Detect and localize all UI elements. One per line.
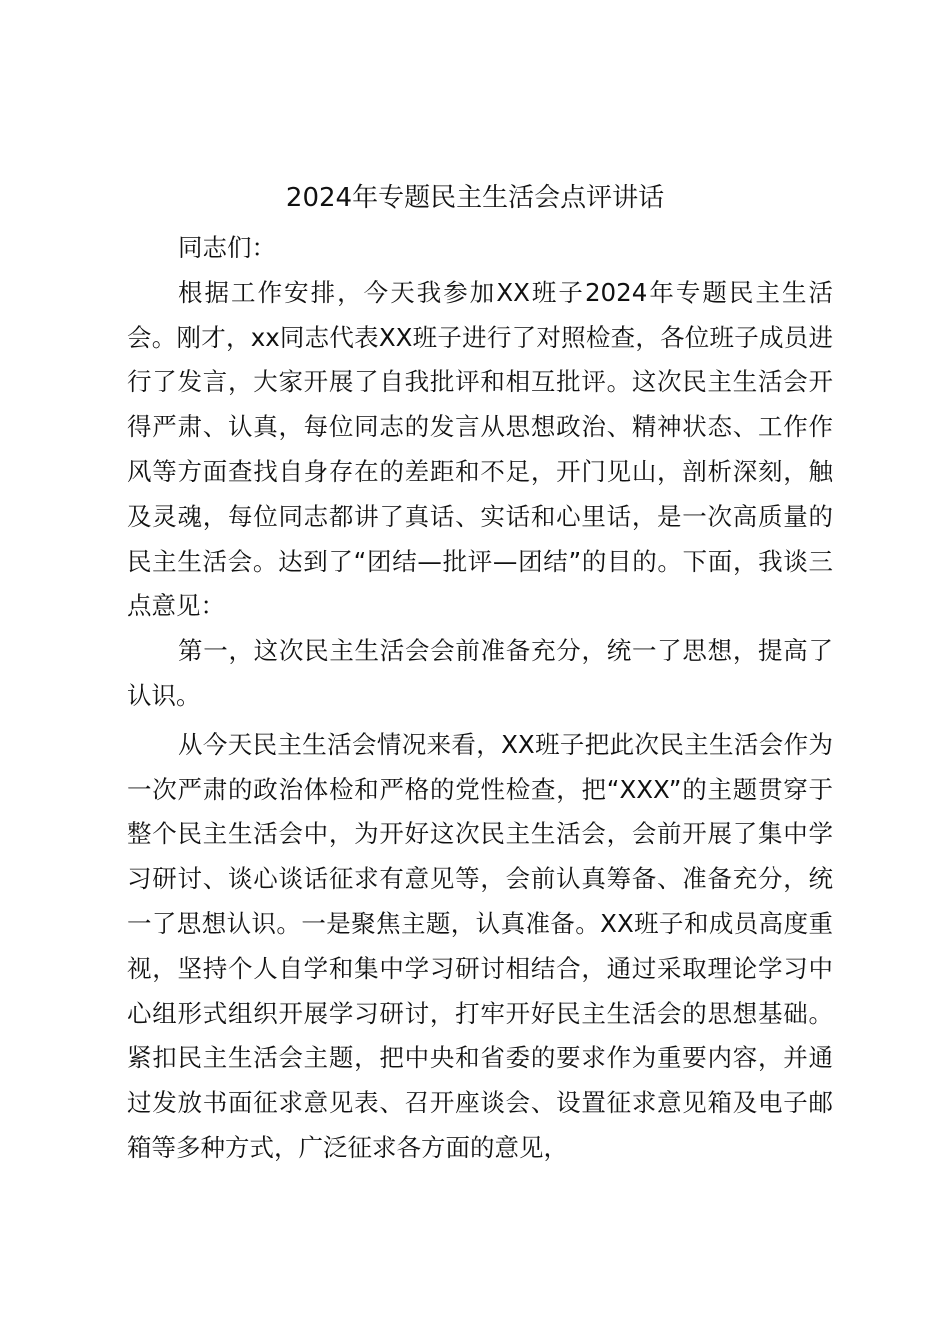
paragraph-point-one-detail: 从今天民主生活会情况来看，XX班子把此次民主生活会作为一次严肃的政治体检和严格的党性检查，把“XXX”的主题贯穿于整个民主生活会中，为开好这次民主生活会，会前开展了集中学习研讨、谈心谈话征求有意见等，会前认真筹备、准备充分，统一了思想认识。一是聚焦主题，认真准备。XX班子和成员高度重视，坚持个人自学和集中学习研讨相结合，通过采取理论学习中心组形式组织开展学习研讨，打牢开好民主生活会的思想基础。紧扣民主生活会主题，把中央和省委的要求作为重要内容，并通过发放书面征求意见表、召开座谈会、设置征求意见箱及电子邮箱等多种方式，广泛征求各方面的意见， bbox=[127, 729, 833, 1162]
salutation: 同志们： bbox=[178, 233, 276, 262]
paragraph-point-one: 第一，这次民主生活会会前准备充分，统一了思想，提高了认识。 bbox=[127, 636, 833, 710]
paragraph-opening: 根据工作安排，今天我参加XX班子2024年专题民主生活会。刚才，xx同志代表XX班子进行了对照检查，各位班子成员进行了发言，大家开展了自我批评和相互批评。这次民主生活会开得严肃、认真，每位同志的发言从思想政治、精神状态、工作作风等方面查找自身存在的差距和不足，开门见山，剖析深刻，触及灵魂，每位同志都讲了真话、实话和心里话，是一次高质量的民主生活会。达到了“团结—批评—团结”的目的。下面，我谈三点意见： bbox=[127, 277, 833, 621]
document-title: 2024年专题民主生活会点评讲话 bbox=[285, 183, 665, 213]
document-body bbox=[127, 226, 833, 1171]
